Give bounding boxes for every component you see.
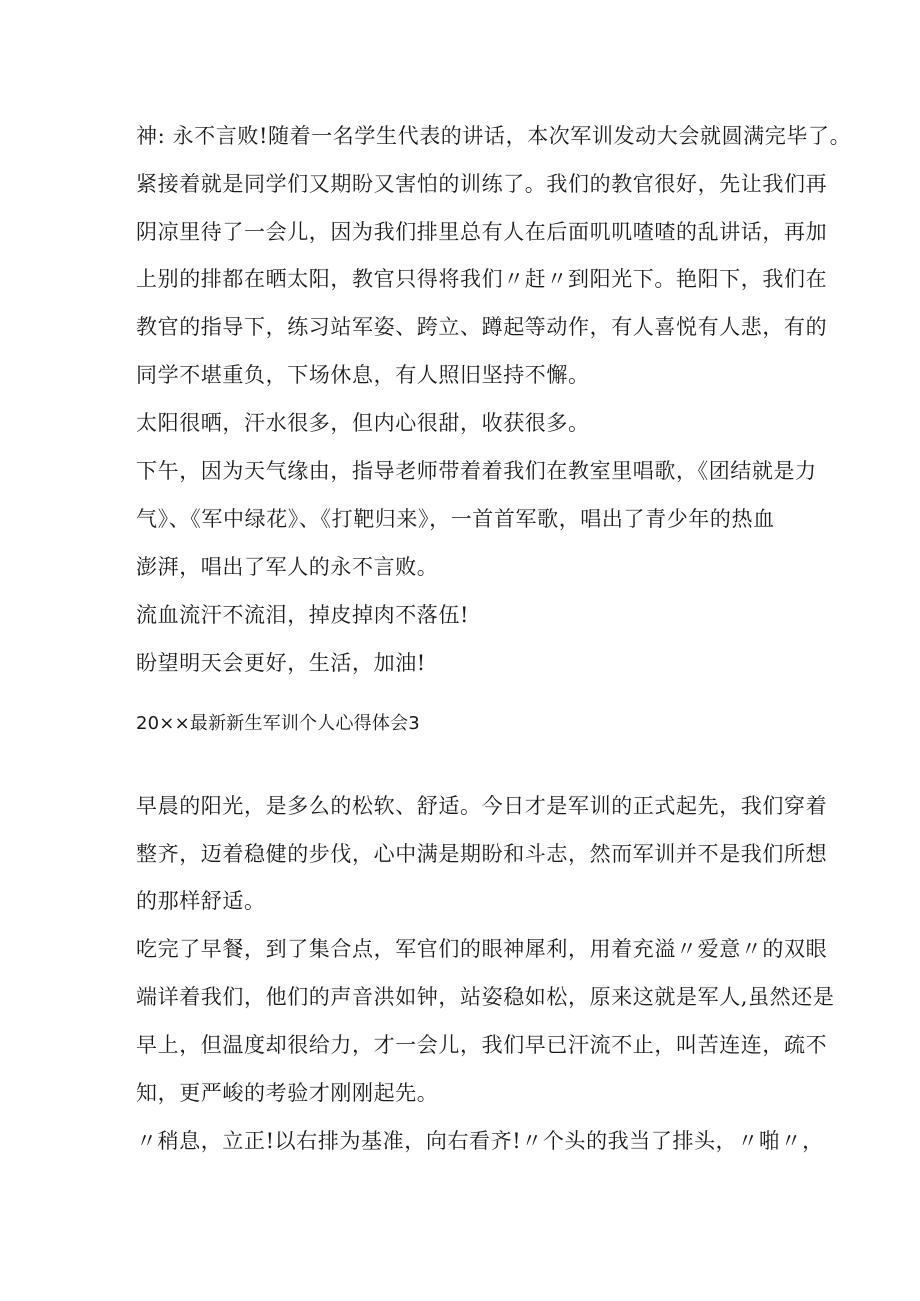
- text-line: 〃稍息，立正!以右排为基准，向右看齐!〃个头的我当了排头，〃啪〃，: [136, 1129, 824, 1153]
- text-line: 整齐，迈着稳健的步伐，心中满是期盼和斗志，然而军训并不是我们所想: [136, 842, 828, 866]
- section-heading: 20××最新新生军训个人心得体会3: [136, 713, 420, 734]
- text-line: 上别的排都在晒太阳，教官只得将我们〃赶〃到阳光下。艳阳下，我们在: [136, 267, 828, 291]
- text-line: 下午，因为天气缘由，指导老师带着着我们在教室里唱歌，《团结就是力: [136, 459, 817, 483]
- text-line: 神: 永不言败!随着一名学生代表的讲话，本次军训发动大会就圆满完毕了。: [136, 124, 852, 148]
- text-line: 澎湃，唱出了军人的永不言败。: [136, 555, 439, 579]
- text-line: 气》、《军中绿花》、《打靶归来》，一首首军歌，唱出了青少年的热血: [136, 507, 775, 531]
- text-line: 教官的指导下，练习站军姿、跨立、蹲起等动作，有人喜悦有人悲，有的: [136, 315, 828, 339]
- text-line: 紧接着就是同学们又期盼又害怕的训练了。我们的教官很好，先让我们再: [136, 172, 828, 196]
- text-line: 的那样舒适。: [136, 889, 266, 913]
- text-line: 吃完了早餐，到了集合点，军官们的眼神犀利，用着充溢〃爱意〃的双眼: [136, 937, 828, 961]
- text-line: 同学不堪重负，下场休息，有人照旧坚持不懈。: [136, 363, 590, 387]
- text-line: 早上，但温度却很给力，才一会儿，我们早已汗流不止，叫苦连连，疏不: [136, 1033, 828, 1057]
- text-line: 知，更严峻的考验才刚刚起先。: [136, 1081, 439, 1105]
- text-line: 早晨的阳光，是多么的松软、舒适。今日才是军训的正式起先，我们穿着: [136, 794, 828, 818]
- text-line: 端详着我们，他们的声音洪如钟，站姿稳如松，原来这就是军人,虽然还是: [136, 985, 835, 1009]
- text-line: 盼望明天会更好，生活，加油!: [136, 651, 426, 675]
- text-line: 流血流汗不流泪，掉皮掉肉不落伍!: [136, 603, 470, 627]
- text-line: 太阳很晒，汗水很多，但内心很甜，收获很多。: [136, 411, 590, 435]
- text-line: 阴凉里待了一会儿，因为我们排里总有人在后面叽叽喳喳的乱讲话，再加: [136, 220, 828, 244]
